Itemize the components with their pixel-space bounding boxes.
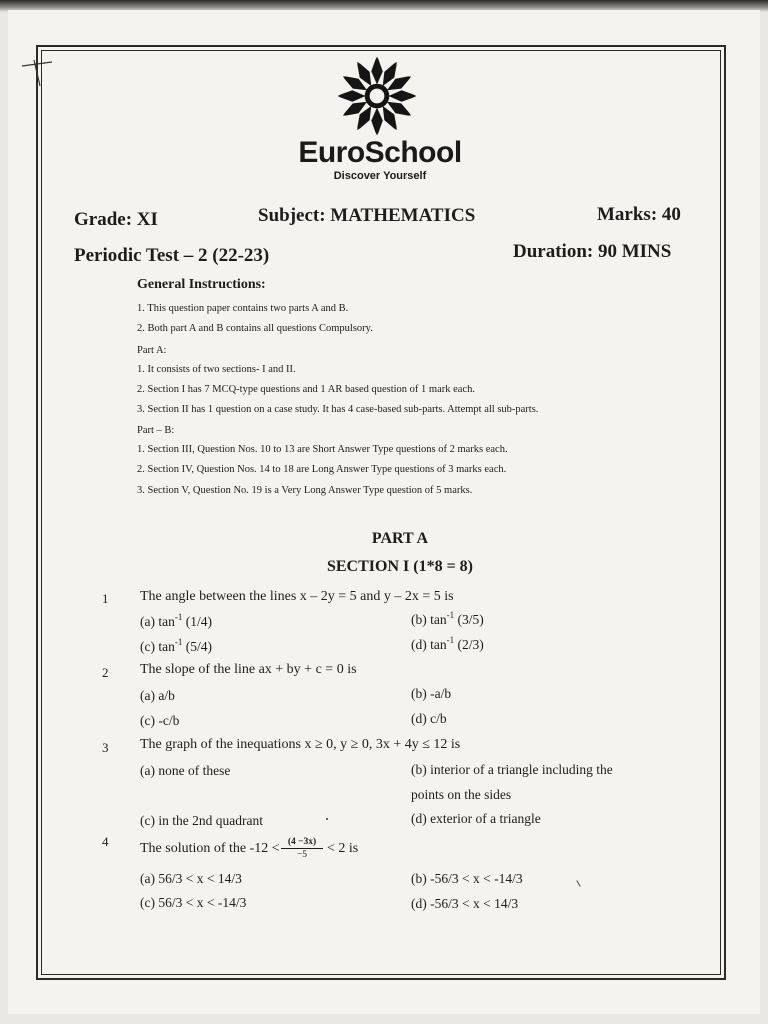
instruction-line: Part – B: [137, 425, 175, 436]
option-a: (a) 56/3 < x < 14/3 [140, 871, 242, 886]
instruction-line: 1. This question paper contains two parts A and B. [137, 303, 349, 314]
euroschool-logo-icon [336, 55, 418, 137]
fraction-denominator: −5 [296, 850, 308, 860]
section-i-title: SECTION I (1*8 = 8) [326, 558, 474, 575]
test-label: Periodic Test – 2 (22-23) [74, 245, 270, 266]
option-a: (a) none of these [140, 763, 231, 778]
option-b-continued: points on the sides [411, 787, 512, 802]
option-c: (c) -c/b [140, 713, 180, 728]
option-b: (b) -a/b [411, 686, 452, 701]
question-number: 1 [102, 591, 109, 606]
option-c: (c) $\tan^{-1} (5/4)$ [140, 637, 212, 654]
grade-label: Grade: XI [74, 209, 158, 230]
subject-label: Subject: MATHEMATICS [258, 205, 476, 226]
page-border-inner [41, 50, 721, 975]
option-a: (a) $\tan^{-1} (1/4)$ [140, 612, 212, 629]
duration-label: Duration: 90 MINS [513, 241, 672, 262]
instructions-title: General Instructions: [137, 277, 266, 292]
option-c: (c) in the 2nd quadrant [140, 813, 263, 828]
school-tagline: Discover Yourself [333, 170, 427, 182]
instruction-line: 2. Section IV, Question Nos. 14 to 18 are Long Answer Type questions of 3 marks each. [137, 464, 507, 475]
instruction-line: 3. Section II has 1 question on a case study. It has 4 case-based sub-parts. Attempt all sub-parts. [137, 404, 539, 415]
question-text: The graph of the inequations x ≥ 0, y ≥ 0, 3x + 4y ≤ 12 is [140, 737, 461, 752]
option-b: (b) $\tan^{-1} (3/5)$ [411, 610, 484, 627]
school-name: EuroSchool [298, 136, 462, 169]
marks-label: Marks: 40 [597, 204, 681, 225]
question-text: The solution of the -12 < [140, 841, 280, 856]
option-d: (d) $\tan^{-1} (2/3)$ [411, 635, 484, 652]
instruction-line: 1. It consists of two sections- I and II. [137, 364, 296, 375]
option-a: (a) a/b [140, 688, 175, 703]
option-d: (d) exterior of a triangle [411, 811, 541, 826]
option-b: (b) interior of a triangle including the [411, 762, 613, 777]
instruction-line: 3. Section V, Question No. 19 is a Very Long Answer Type question of 5 marks. [137, 485, 473, 496]
question-text-end: < 2 is [327, 841, 359, 856]
option-b: (b) -56/3 < x < -14/3 [411, 871, 523, 886]
instruction-line: 2. Both part A and B contains all questions Compulsory. [137, 323, 373, 334]
instruction-line: Part A: [137, 345, 167, 356]
instruction-line: 1. Section III, Question Nos. 10 to 13 are Short Answer Type questions of 2 marks each. [137, 444, 508, 455]
option-d: (d) -56/3 < x < 14/3 [411, 896, 519, 911]
fraction-numerator: (4 −3x) [281, 837, 323, 849]
question-number: 2 [102, 665, 109, 680]
question-number: 3 [102, 740, 109, 755]
option-d: (d) c/b [411, 711, 447, 726]
pen-mark [20, 58, 54, 88]
instruction-line: 2. Section I has 7 MCQ-type questions and 1 AR based question of 1 mark each. [137, 384, 475, 395]
question-text: The angle between the lines x – 2y = 5 and y – 2x = 5 is [140, 589, 454, 604]
part-a-title: PART A [371, 530, 429, 547]
question-text: The slope of the line ax + by + c = 0 is [140, 662, 357, 677]
question-number: 4 [102, 834, 109, 849]
stray-dot [326, 818, 328, 820]
fraction [281, 837, 323, 860]
option-c: (c) 56/3 < x < -14/3 [140, 895, 247, 910]
